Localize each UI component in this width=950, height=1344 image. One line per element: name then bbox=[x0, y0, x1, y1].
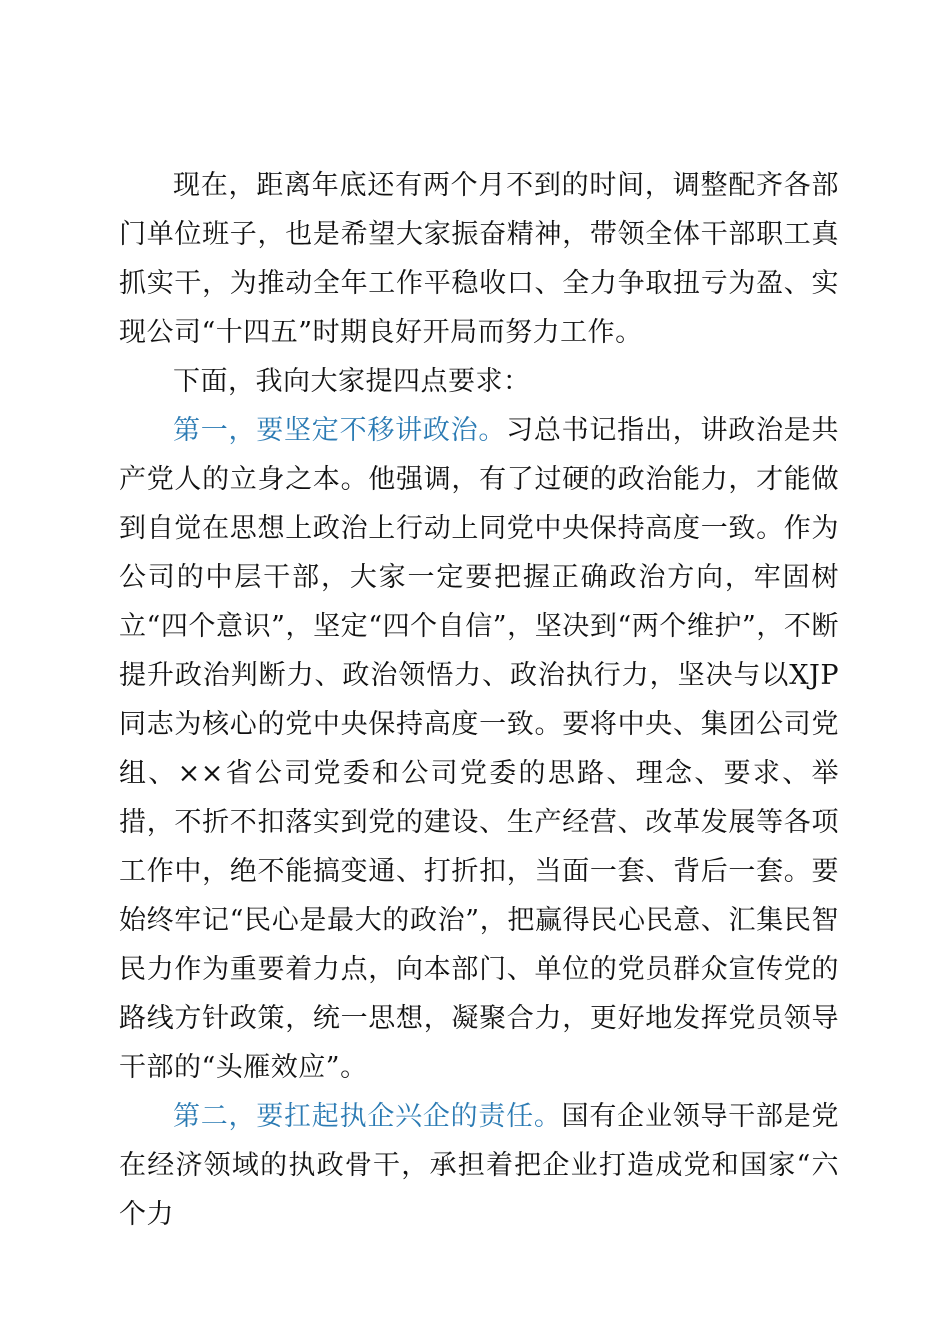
paragraph-point-two bbox=[119, 1092, 839, 1239]
paragraph-requirements-lead bbox=[119, 357, 839, 406]
paragraph-point-one bbox=[119, 406, 839, 1092]
paragraph-text: 习总书记指出，讲政治是共产党人的立身之本。他强调，有了过硬的政治能力，才能做到自觉在思想上政治上行动上同党中央保持高度一致。作为公司的中层干部，大家一定要把握正确政治方向，牢固树立“四个意识”，坚定“四个自信”，坚决到“两个维护”，不断提升政治判断力、政治领悟力、政治执行力，坚决与以XJP同志为核心的党中央保持高度一致。要将中央、集团公司党组、××省公司党委和公司党委的思路、理念、要求、举措，不折不扣落实到党的建设、生产经营、改革发展等各项工作中，绝不能搞变通、打折扣，当面一套、背后一套。要始终牢记“民心是最大的政治”，把赢得民心民意、汇集民智民力作为重要着力点，向本部门、单位的党员群众宣传党的路线方针政策，统一思想，凝聚合力，更好地发挥党员领导干部的“头雁效应”。 bbox=[119, 415, 840, 1083]
paragraph-intro bbox=[119, 161, 839, 357]
point-heading: 第一，要坚定不移讲政治。 bbox=[173, 415, 507, 446]
paragraph-text: 国有企业领导干部是党在经济领域的执政骨干，承担着把企业打造成党和国家“六个力 bbox=[119, 1101, 840, 1230]
paragraph-text: 现在，距离年底还有两个月不到的时间，调整配齐各部门单位班子，也是希望大家振奋精神，带领全体干部职工真抓实干，为推动全年工作平稳收口、全力争取扭亏为盈、实现公司“十四五”时期良好开局而努力工作。 bbox=[119, 170, 839, 348]
paragraph-text: 下面，我向大家提四点要求： bbox=[173, 366, 531, 397]
point-heading: 第二，要扛起执企兴企的责任。 bbox=[173, 1101, 562, 1132]
document-body bbox=[119, 161, 839, 1239]
